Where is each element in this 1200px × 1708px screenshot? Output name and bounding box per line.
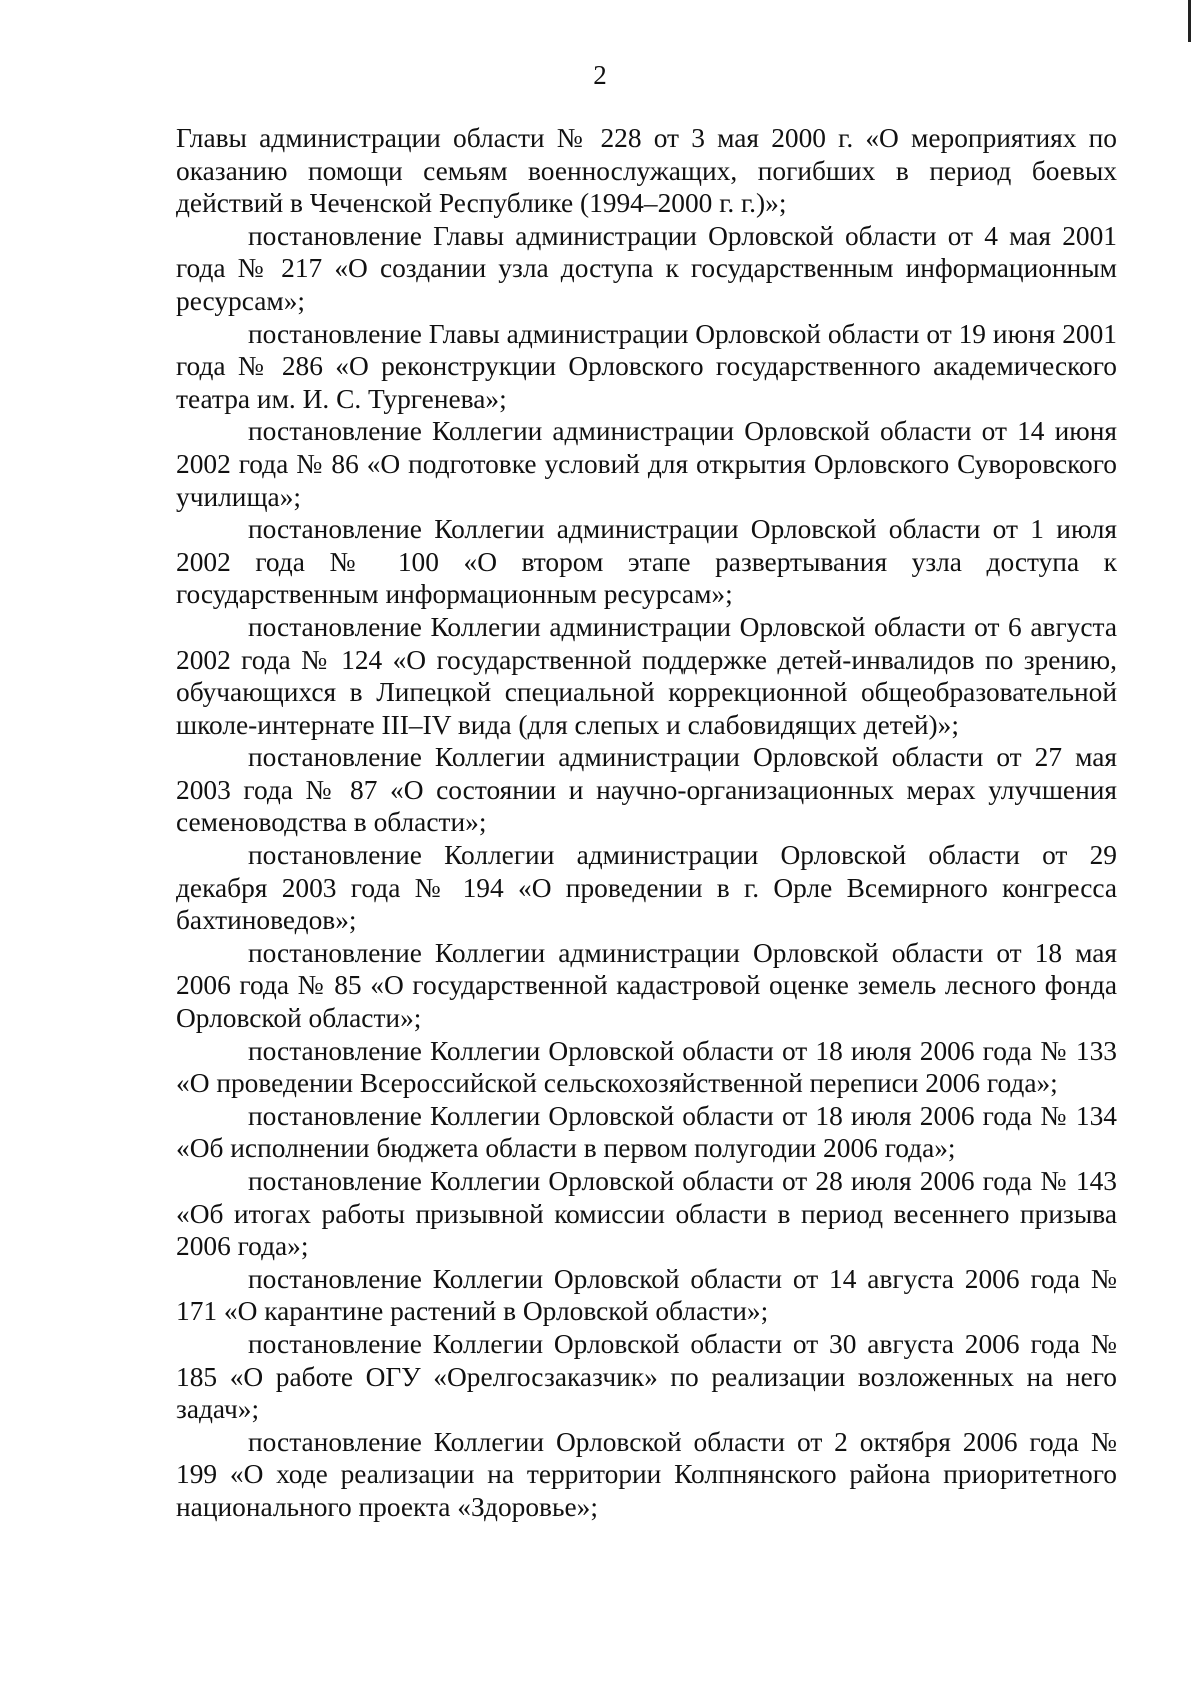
paragraph-item: постановление Коллегии Орловской области от 18 июля 2006 года № 134 «Об исполнении бюджета области в первом полугодии 2006 года»;: [176, 1100, 1117, 1164]
scan-edge-mark: [1188, 0, 1191, 42]
paragraph-item: постановление Коллегии администрации Орловской области от 27 мая 2003 года № 87 «О состоянии и научно-организационных мерах улучшения семеноводства в области»;: [176, 742, 1117, 838]
paragraph-item: постановление Коллегии Орловской области от 28 июля 2006 года № 143 «Об итогах работы призывной комиссии области в период весеннего призыва 2006 года»;: [176, 1166, 1117, 1262]
paragraph-item: постановление Коллегии Орловской области от 30 августа 2006 года № 185 «О работе ОГУ «Орелгосзаказчик» по реализации возложенных на него задач»;: [176, 1328, 1117, 1425]
paragraph-item: постановление Коллегии Орловской области от 2 октября 2006 года № 199 «О ходе реализации на территории Колпнянского района приоритетного национального проекта «Здоровье»;: [176, 1426, 1117, 1522]
paragraph-item: постановление Главы администрации Орловской области от 19 июня 2001 года № 286 «О реконструкции Орловского государственного академического театра им. И. С. Тургенева»;: [176, 318, 1117, 414]
paragraph-item: постановление Коллегии администрации Орловской области от 18 мая 2006 года № 85 «О государственной кадастровой оценке земель лесного фонда Орловской области»;: [176, 937, 1117, 1034]
paragraph-item: постановление Главы администрации Орловской области от 4 мая 2001 года № 217 «О создании узла доступа к государственным информационным ресурсам»;: [176, 220, 1117, 316]
paragraph-item: постановление Коллегии администрации Орловской области от 29 декабря 2003 года № 194 «О проведении в г. Орле Всемирного конгресса бахтиноведов»;: [176, 840, 1117, 936]
paragraph-item: постановление Коллегии Орловской области от 18 июля 2006 года № 133 «О проведении Всероссийской сельскохозяйственной переписи 2006 года»;: [176, 1035, 1117, 1099]
paragraph-item: постановление Коллегии администрации Орловской области от 14 июня 2002 года № 86 «О подготовке условий для открытия Орловского Суворовского училища»;: [176, 416, 1117, 512]
page-number: 2: [593, 60, 607, 90]
paragraph-item: постановление Коллегии Орловской области от 14 августа 2006 года № 171 «О карантине растений в Орловской области»;: [176, 1263, 1117, 1327]
paragraph-continuation: Главы администрации области № 228 от 3 мая 2000 г. «О мероприятиях по оказанию помощи семьям военнослужащих, погибших в период боевых действий в Чеченской Республике (1994–2000 г. г.)»;: [176, 123, 1117, 219]
paragraph-item: постановление Коллегии администрации Орловской области от 6 августа 2002 года № 124 «О государственной поддержке детей-инвалидов по зрению, обучающихся в Липецкой специальной коррекционной общеобразовательной школе-интернате III–IV вида (для слепых и слабовидящих детей)»;: [176, 611, 1117, 740]
paragraph-item: постановление Коллегии администрации Орловской области от 1 июля 2002 года № 100 «О втором этапе развертывания узла доступа к государственным информационным ресурсам»;: [176, 514, 1117, 610]
document-body: [176, 122, 1117, 1524]
